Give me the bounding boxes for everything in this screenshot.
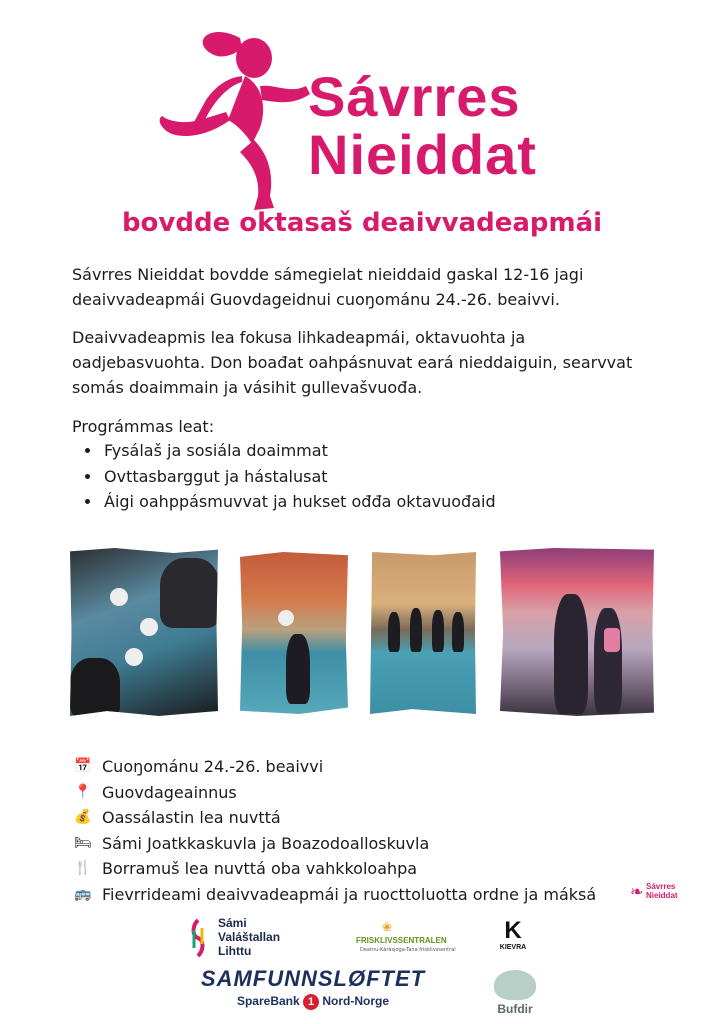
info-lodging-text: Sámi Joatkkaskuvla ja Boazodoalloskuvla [102,833,430,853]
samiv-line-3: Lihttu [218,944,252,958]
info-date-text: Cuoŋománu 24.-26. beaivvi [102,757,324,776]
mini-logo-line-1: Sávrres [646,882,676,891]
sponsor-samfunnsloftet [190,966,436,1020]
info-transport [72,882,596,908]
info-transport-text: Fievrrideami deaivvadeapmái ja ruocttoluotta ordne ja máksá [102,884,597,904]
logo-line-1: Sávrres [308,65,521,128]
calendar-icon: 📅 [74,758,92,774]
main-logo [150,24,590,214]
sponsor-frisklivssentralen [356,920,456,960]
info-lodging [72,831,596,857]
list-item: • Áigi oahppásmuvvat ja hukset ođđa oktavuođaid [102,489,496,515]
money-bag-icon: 💰 [74,809,92,825]
list-item: • Fysálaš ja sosiála doaimmat [102,438,496,464]
photo-sunset-walk [500,548,654,716]
info-price-text: Oassálastin lea nuvttá [102,808,281,827]
mini-logo-text [646,882,678,900]
flower-icon: ❀ [382,920,393,934]
logo-line-2: Nieiddat [308,123,537,186]
info-price [72,805,596,831]
friskliv-subtitle: Deatnu-Kárásjoga-Tana frisklivssentral [360,947,456,953]
location-pin-icon: 📍 [74,783,92,800]
kievra-k-icon: K [504,917,522,944]
samf-title: SAMFUNNSLØFTET [200,966,426,991]
info-food-text: Borramuš lea nuvttá oba vahkkoloahpa [102,859,418,878]
bank-one-icon: 1 [303,994,319,1010]
kievra-name: KIEVRA [499,944,527,951]
sponsor-kievra [493,918,533,964]
runner-silhouette-icon [150,24,330,214]
sponsor-bufdir [487,970,543,1022]
info-food [72,856,596,882]
focus-paragraph: Deaivvadeapmis lea fokusa lihkadeapmái, oktavuohta ja oadjebasvuohta. Don boađat oahpásnuvat eará nieddaiguin, searvvat somás doaimmain ja vásihit gullevašvuođa. [72,328,633,397]
bank-name-1: SpareBank [236,994,300,1009]
bank-name-2: Nord-Norge [322,994,390,1009]
photo-table-activity [70,548,218,716]
samf-bank [190,994,436,1010]
event-info-list [72,754,596,907]
info-date [72,754,596,780]
program-heading: Prográmmas leat: [72,417,215,436]
samiv-line-2: Valáštallan [218,930,281,944]
mini-logo-line-2: Nieiddat [646,891,678,900]
list-item: • Ovttasbarggut ja hástalusat [102,464,496,490]
bufdir-head-icon [494,970,536,1000]
friskliv-title: FRISKLIVSSENTRALEN [356,936,447,945]
sami-valastallan-mark-icon [190,918,206,958]
bus-icon: 🚌 [74,885,92,902]
info-location [72,780,596,806]
subtitle: bovdde oktasaš deaivvadeapmái [121,208,603,238]
photo-gym-group [370,552,476,714]
program-list [72,438,496,515]
logo-title [308,65,537,186]
bed-icon: 🛏 [74,834,92,851]
sponsor-sami-valastallan-lihttu [190,914,320,964]
samiv-line-1: Sámi [218,916,247,930]
intro-paragraph: Sávrres Nieiddat bovdde sámegielat nieiddaid gaskal 12-16 jagi deaivvadeapmái Guovdageidnui cuoŋománu 24.-26. beaivvi. [72,265,584,309]
mini-runner-icon: ❧ [630,882,644,901]
mini-logo [630,880,690,910]
bufdir-name: Bufdir [497,1002,533,1016]
info-location-text: Guovdageainnus [102,782,237,802]
photo-gym-volleyball [240,552,348,714]
cutlery-icon: 🍴 [74,860,92,876]
